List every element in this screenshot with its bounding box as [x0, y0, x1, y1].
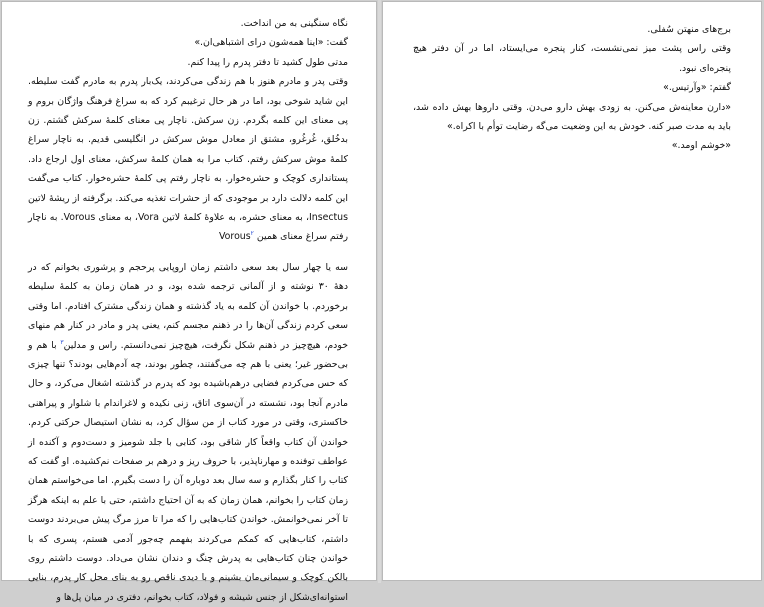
left-page-text — [28, 14, 348, 607]
paragraph: نگاه سنگینی به من انداخت. — [240, 18, 348, 29]
paragraph-text: سه یا چهار سال بعد سعی داشتم زمان اروپایی پرحجم و پرشوری بخوانم که در دههٔ ۳۰ نوشته و از آلمانی ترجمه شده بود، و در همان زمان به کلمهٔ سلیطه برخوردم. با خواندن آن کلمه به یاد گذشته و همان زندگی مشترک افتادم. اما وقتی سعی کردم زندگی آن‌ها را در ذهنم مجسم کنم، یعنی پدر و مادر در کنار هم منهای خودم، هیچ‌چیز در ذهنم شکل نگرفت، هیچ‌چیز نمی‌دانستم. راس و مدلین — [28, 261, 348, 351]
page-gutter — [378, 0, 381, 583]
paragraph: برج‌های منهتن سُفلی. — [647, 24, 731, 35]
paragraph: گفت: «اینا همه‌شون درای اشتباهی‌ان.» — [194, 37, 348, 49]
paragraph: «خوشم اومد.» — [671, 140, 731, 152]
paragraph — [28, 72, 348, 247]
right-page-text — [413, 20, 731, 156]
footnote-marker[interactable]: ۲ — [250, 230, 254, 238]
paragraph-text: با هم و بی‌حضور غیر؛ یعنی با هم چه می‌گفتند، چطور بودند، چه آدم‌هایی بودند؟ تنها چیزی که حس می‌کردم فضایی درهم‌باشیده بود که پدرم در گذشته اشغال می‌کرد، و حال مادرم آنجا بود، نشسته در آن‌سوی اتاق، زنی نکیده و لاغراندام با شلوار و پیراهنی خاکستری، وقتی در مورد کتاب از من سؤال کرد، به نشان استیصال حرکتی کردم. خواندن آن کتاب واقعاً کار شاقی بود، کتابی با جلد شومیز و دست‌دوم و آکنده از عواطف توفنده و مهارناپذیر، با حروف ریز و درهم بر صفحات نم‌کشیده. او گفت که کتاب را کنار بگذارم و سه سال بعد دوباره آن را دست بگیرم. اما می‌خواستم همان زمان کتاب را بخوانم، همان زمان که به آن احتیاج داشتم، حتی با علم به اینکه هرگز تا آخر نمی‌خوانمش. خواندن کتاب‌هایی را که مرا تا مرز مرگ پیش می‌بردند دوست داشتم، کتاب‌هایی که کمکم می‌کردند بفهمم چه‌جور آدمی هستم، پسری که با خواندن چنان کتاب‌هایی به پدرش چنگ و دندان نشان می‌داد. دوست داشتم روی بالکن کوچک و سیمانی‌مان بشینم و با دیدی ناقص رو به بنای محل کار پدرم، بنایی استوانه‌ای‌شکل از جنس شیشه و فولاد، کتاب بخوانم، دفتری در میان پل‌ها و — [28, 339, 348, 603]
paragraph-text: وقتی پدر و مادرم هنوز با هم زندگی می‌کردند، یک‌بار پدرم به مادرم گفت سلیطه. این شاید شوخی بود، اما در هر حال ترغیبم کرد که به سراغ فرهنگ واژگان بروم و پی معنای این کلمه بگردم. زن سرکش. ناچار پی معنای کلمهٔ سرکش گشتم. زن بدخُلق، غُرغُرو، مشتق از معادل موش سرکش در انگلیسی قدیم. به ناچار سراغ کلمهٔ موش سرکش رفتم. کتاب مرا به همان کلمهٔ سرکش، معنای اول ارجاع داد. پستانداری کوچک و حشره‌خوار. به ناچار رفتم پی کلمهٔ حشره‌خوار. کتاب می‌گفت این کلمه دلالت دارد بر موجودی که از حشرات تغذیه می‌کند. برگرفته از ریشهٔ لاتین Insectus، به معنای حشره، به علاوهٔ کلمهٔ لاتین Vora، به معنای Vorous. به ناچار رفتم سراغ معنای همین Vorous — [28, 76, 348, 243]
footnote-marker[interactable]: ۳ — [60, 338, 64, 346]
paragraph: گفتم: «وآرتیس.» — [663, 82, 731, 94]
left-page — [1, 1, 377, 603]
paragraph: «دارن معاینه‌ش می‌کنن. به زودی بهش دارو می‌دن. وقتی داروها بهش داده شد، باید به مدت صبر کنه. خودش به این وضعیت می‌گه رضایت توأم با اکراه.» — [413, 101, 731, 133]
paragraph: مدتی طول کشید تا دفتر پدرم را پیدا کنم. — [187, 56, 348, 68]
paragraph — [28, 258, 348, 607]
paragraph: وقتی راس پشت میز نمی‌نشست، کنار پنجره می‌ایستاد، اما در آن دفتر هیچ پنجره‌ای نبود. — [413, 43, 731, 74]
right-page — [382, 1, 762, 581]
